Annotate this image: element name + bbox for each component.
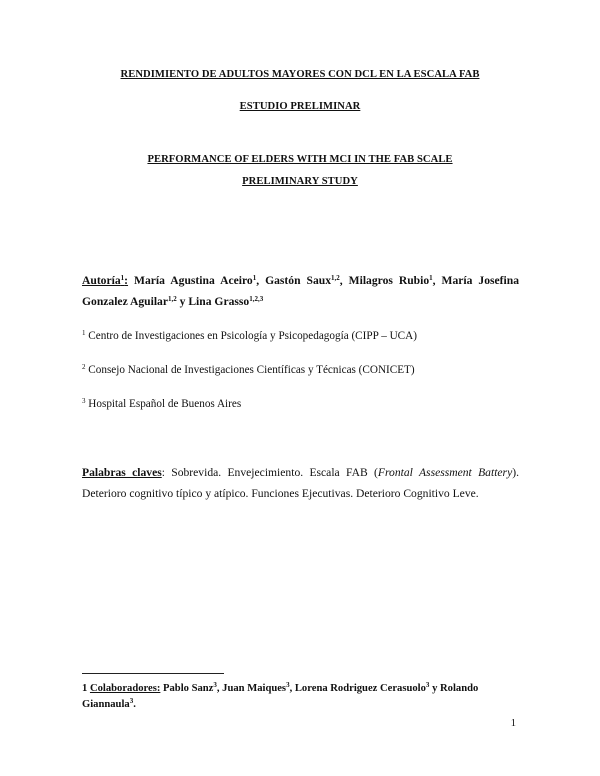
title-english: PERFORMANCE OF ELDERS WITH MCI IN THE FAB SCALE <box>147 154 453 165</box>
keywords-label: Palabras claves <box>82 466 162 479</box>
affiliation-1: $^1$ Centro de Investigaciones en Psicología y Psicopedagogía (CIPP – UCA) <box>82 329 417 342</box>
author: Lina Grasso$^{1,2,3}$ <box>188 295 264 308</box>
footnote-label: Colaboradores: <box>89 683 161 694</box>
collaborator: Lorena Rodriguez Cerasuolo$^3$ y <box>292 681 438 694</box>
author: Milagros Rubio$^1$, <box>348 274 442 287</box>
subtitle-spanish: ESTUDIO PRELIMINAR <box>239 101 361 112</box>
authorship-label: Autoría$^1$: <box>82 274 129 287</box>
title-spanish: RENDIMIENTO DE ADULTOS MAYORES CON DCL EN LA ESCALA FAB <box>120 69 480 80</box>
collaborator: Pablo Sanz$^3$, <box>160 681 220 694</box>
page-number: 1 <box>510 718 516 729</box>
author: María Agustina Aceiro$^1$, <box>134 274 266 287</box>
collaborator: Rolando Giannaula$^3$. <box>82 683 479 710</box>
footnote: 1 Colaboradores: Pablo Sanz$^3$, Juan Maiques$^3$, Lorena Rodriguez Cerasuolo$^3$ y Rolando Giannaula$^3$. <box>82 681 479 710</box>
affiliation-2: $^2$ Consejo Nacional de Investigaciones Científicas y Técnicas (CONICET) <box>82 363 415 376</box>
affiliation-3: $^3$ Hospital Español de Buenos Aires <box>82 397 242 410</box>
footnote-separator <box>82 673 224 674</box>
keywords: Palabras claves: Sobrevida. Envejecimiento. Escala FAB (Frontal Assessment Battery). Deterioro cognitivo típico y atípico. Funciones Ejecutivas. Deterioro Cognitivo Leve. <box>82 466 519 500</box>
subtitle-english: PRELIMINARY STUDY <box>242 176 358 187</box>
collaborator: Juan Maiques$^3$, <box>219 681 293 694</box>
author: Gastón Saux$^{1,2}$, <box>265 274 349 287</box>
author: María Josefina Gonzalez Aguilar$^{1,2}$ y <box>82 274 520 308</box>
authorship <box>82 270 519 312</box>
